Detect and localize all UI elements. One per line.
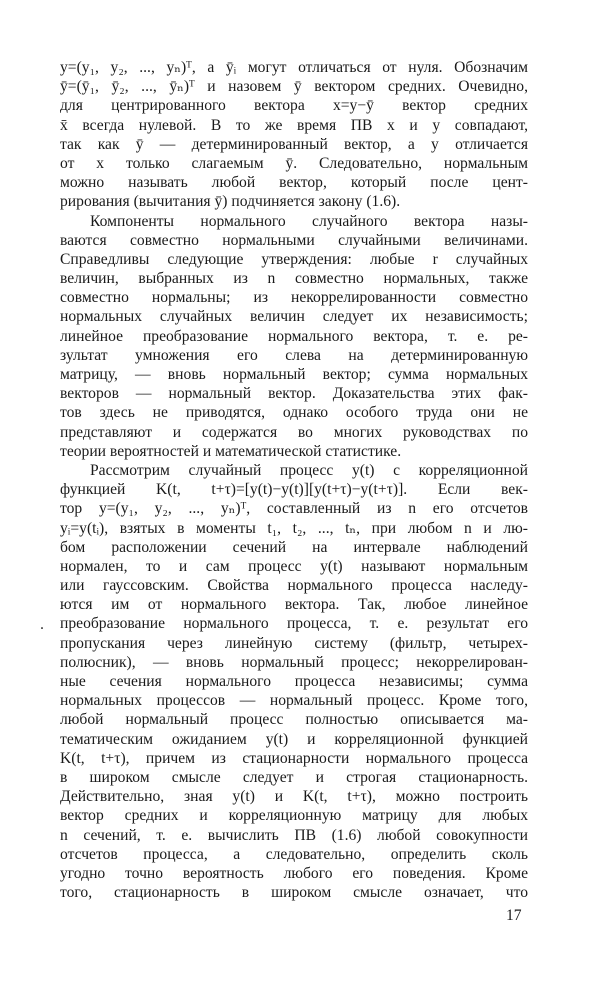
text-line: тематическим ожиданием y(t) и корреляционной функцией: [60, 730, 528, 748]
text-line: y=(y₁, y₂, ..., yₙ)ᵀ, а ȳᵢ могут отличаться от нуля. Обозначим: [60, 59, 528, 76]
text-line: Справедливы следующие утверждения: любые r случайных: [60, 250, 528, 268]
text-line: Рассмотрим случайный процесс y(t) с корреляционной: [90, 461, 528, 479]
text-line: нормален, то и сам процесс y(t) называют нормальным: [60, 557, 528, 575]
text-line: преобразование нормального процесса, т. е. результат его: [60, 615, 528, 633]
text-line: ваются совместно нормальными случайными величинами.: [60, 231, 528, 249]
text-line: так как ȳ — детерминированный вектор, а y отличается: [60, 135, 528, 153]
text-line: n сечений, т. е. вычислить ПВ (1.6) любой совокупности: [60, 826, 528, 844]
text-line: нормальных процессов — нормальный процесс. Кроме того,: [60, 692, 528, 710]
text-line: полюсник), — вновь нормальный процесс; некоррелирован-: [60, 653, 528, 671]
text-line: вектор средних и корреляционную матрицу для любых: [60, 807, 528, 825]
text-line: векторов — нормальный вектор. Доказательства этих фак-: [60, 385, 528, 403]
text-line: для центрированного вектора x=y−ȳ вектор средних: [60, 97, 528, 115]
text-line: тов здесь не приводятся, однако особого труда они не: [60, 404, 528, 422]
text-line: можно называть любой вектор, который после цент-: [60, 174, 528, 192]
text-line: величин, выбранных из n совместно нормальных, также: [60, 270, 528, 288]
text-line: совместно нормальны; из некоррелированности совместно: [60, 289, 528, 307]
text-line: Компоненты нормального случайного вектора назы-: [90, 212, 528, 230]
text-line: матрицу, — вновь нормальный вектор; сумма нормальных: [60, 366, 528, 383]
text-line: x̄ всегда нулевой. В то же время ПВ x и y совпадают,: [60, 116, 528, 134]
text-line: ются им от нормального вектора. Так, любое линейное: [60, 596, 528, 614]
text-line: тор y=(y₁, y₂, ..., yₙ)ᵀ, составленный из n его отсчетов: [60, 500, 528, 518]
text-line: бом расположении сечений на интервале наблюдений: [60, 538, 528, 556]
text-line: в широком смысле следует и строгая стационарность.: [60, 768, 528, 786]
text-line: зультат умножения его слева на детерминированную: [60, 346, 528, 364]
text-line: ȳ=(ȳ₁, ȳ₂, ..., ȳₙ)ᵀ и назовем ȳ вектором средних. Очевидно,: [60, 78, 528, 96]
text-line: того, стационарность в широком смысле означает, что: [60, 884, 528, 902]
text-line: линейное преобразование нормального вектора, т. е. ре-: [60, 327, 528, 345]
text-line: представляют и содержатся во многих руководствах по: [60, 423, 528, 441]
text-line: пропускания через линейную систему (фильтр, четырех-: [60, 634, 528, 652]
text-line: угодно точно вероятность любого его поведения. Кроме: [60, 864, 528, 882]
text-line: K(t, t+τ), причем из стационарности нормального процесса: [60, 749, 528, 767]
text-line: функцией K(t, t+τ)=[y(t)−y(t)][y(t+τ)−y(t+τ)]. Если век-: [60, 481, 528, 499]
text-line: теории вероятностей и математической статистике.: [60, 442, 402, 460]
text-line: от x только слагаемым ȳ. Следовательно, нормальным: [60, 154, 528, 172]
margin-mark: .: [40, 616, 44, 633]
text-line: рирования (вычитания ȳ) подчиняется закону (1.6).: [60, 193, 401, 211]
text-line: любой нормальный процесс полностью описывается ма-: [60, 711, 528, 729]
page-text: [60, 58, 528, 902]
text-line: Действительно, зная y(t) и K(t, t+τ), можно построить: [60, 788, 528, 806]
text-line: отсчетов процесса, а следовательно, определить сколь: [60, 845, 528, 863]
text-line: yᵢ=y(tᵢ), взятых в моменты t₁, t₂, ..., tₙ, при любом n и лю-: [60, 519, 528, 537]
text-line: или гауссовским. Свойства нормального процесса наследу-: [60, 577, 528, 595]
text-line: ные сечения нормального процесса независимы; сумма: [60, 673, 528, 690]
text-line: нормальных случайных величин следует их независимость;: [60, 308, 528, 326]
page-number: 17: [506, 907, 522, 924]
